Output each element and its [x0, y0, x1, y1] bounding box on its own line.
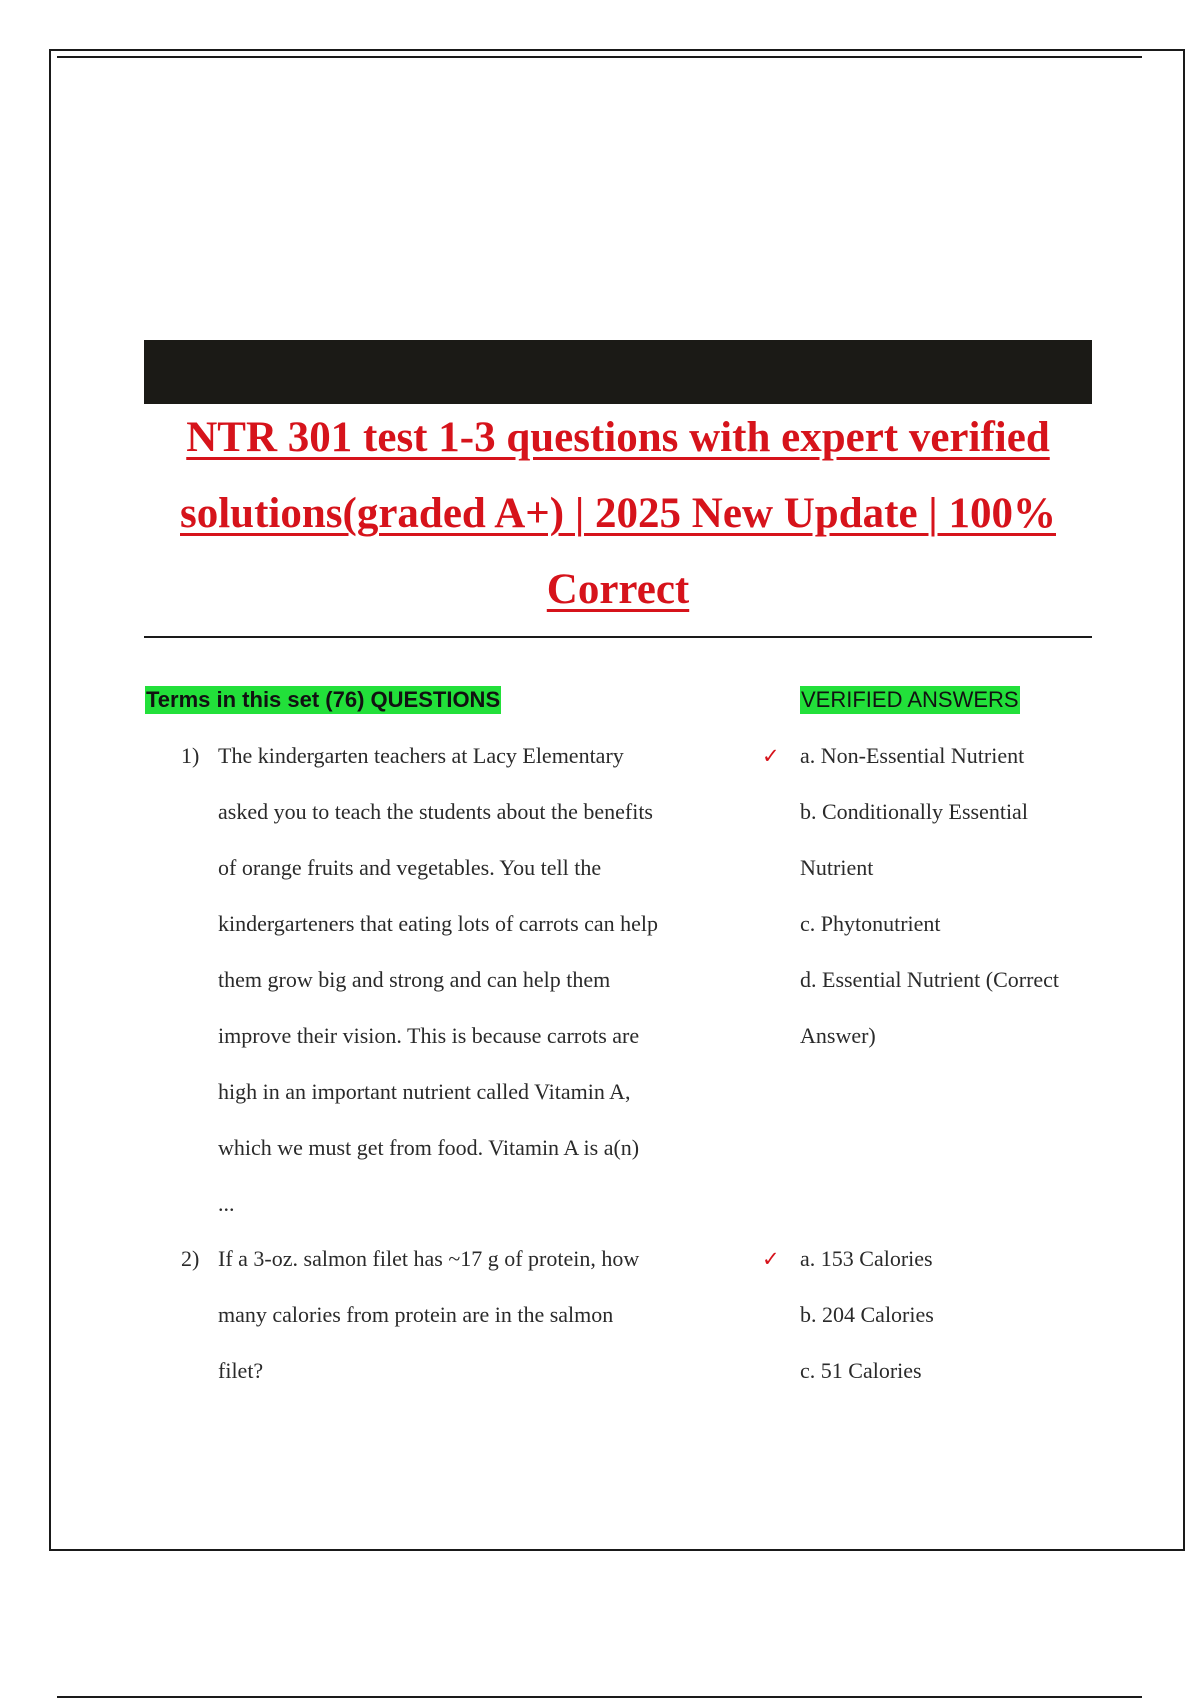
- answer-option: d. Essential Nutrient (Correct: [800, 967, 1060, 992]
- question-line: If a 3-oz. salmon filet has ~17 g of protein, how: [218, 1246, 640, 1271]
- answer-option: Nutrient: [800, 855, 874, 880]
- question-line: filet?: [218, 1358, 264, 1383]
- top-rule: [57, 56, 1142, 58]
- question-line: of orange fruits and vegetables. You tell the: [218, 855, 602, 880]
- question-line: The kindergarten teachers at Lacy Elementary: [218, 743, 624, 768]
- question-text: [218, 1231, 708, 1399]
- title-line: solutions(graded A+) | 2025 New Update | 100%: [180, 490, 1056, 537]
- question-line: asked you to teach the students about the benefits: [218, 799, 653, 824]
- question-number: 2): [181, 1246, 200, 1271]
- question-line: kindergarteners that eating lots of carrots can help: [218, 911, 659, 936]
- question-line: ...: [218, 1191, 235, 1216]
- question-line: which we must get from food. Vitamin A is a(n): [218, 1135, 640, 1160]
- answer-option: a. 153 Calories: [800, 1246, 933, 1271]
- questions-header: Terms in this set (76) QUESTIONS: [146, 687, 501, 712]
- question-line: improve their vision. This is because carrots are: [218, 1023, 640, 1048]
- question-number: 1): [181, 743, 200, 768]
- answer-option: a. Non-Essential Nutrient: [800, 743, 1025, 768]
- check-icon: ✓: [762, 744, 780, 768]
- title-line: NTR 301 test 1-3 questions with expert verified: [186, 414, 1050, 461]
- document-title: [144, 400, 1092, 628]
- answer-list: [800, 728, 1100, 1064]
- question-line: high in an important nutrient called Vitamin A,: [218, 1079, 631, 1104]
- answer-option: b. 204 Calories: [800, 1302, 934, 1327]
- title-divider: [144, 636, 1092, 638]
- question-line: them grow big and strong and can help them: [218, 967, 611, 992]
- question-line: many calories from protein are in the salmon: [218, 1302, 614, 1327]
- check-icon: ✓: [762, 1247, 780, 1271]
- answer-option: b. Conditionally Essential: [800, 799, 1028, 824]
- black-banner: [144, 340, 1092, 404]
- question-text: [218, 728, 708, 1232]
- answer-list: [800, 1231, 1100, 1399]
- answer-option: c. 51 Calories: [800, 1358, 922, 1383]
- answers-header: VERIFIED ANSWERS: [801, 687, 1019, 712]
- title-line: Correct: [546, 566, 690, 613]
- answer-option: Answer): [800, 1023, 876, 1048]
- answer-option: c. Phytonutrient: [800, 911, 941, 936]
- bottom-rule: [57, 1696, 1142, 1698]
